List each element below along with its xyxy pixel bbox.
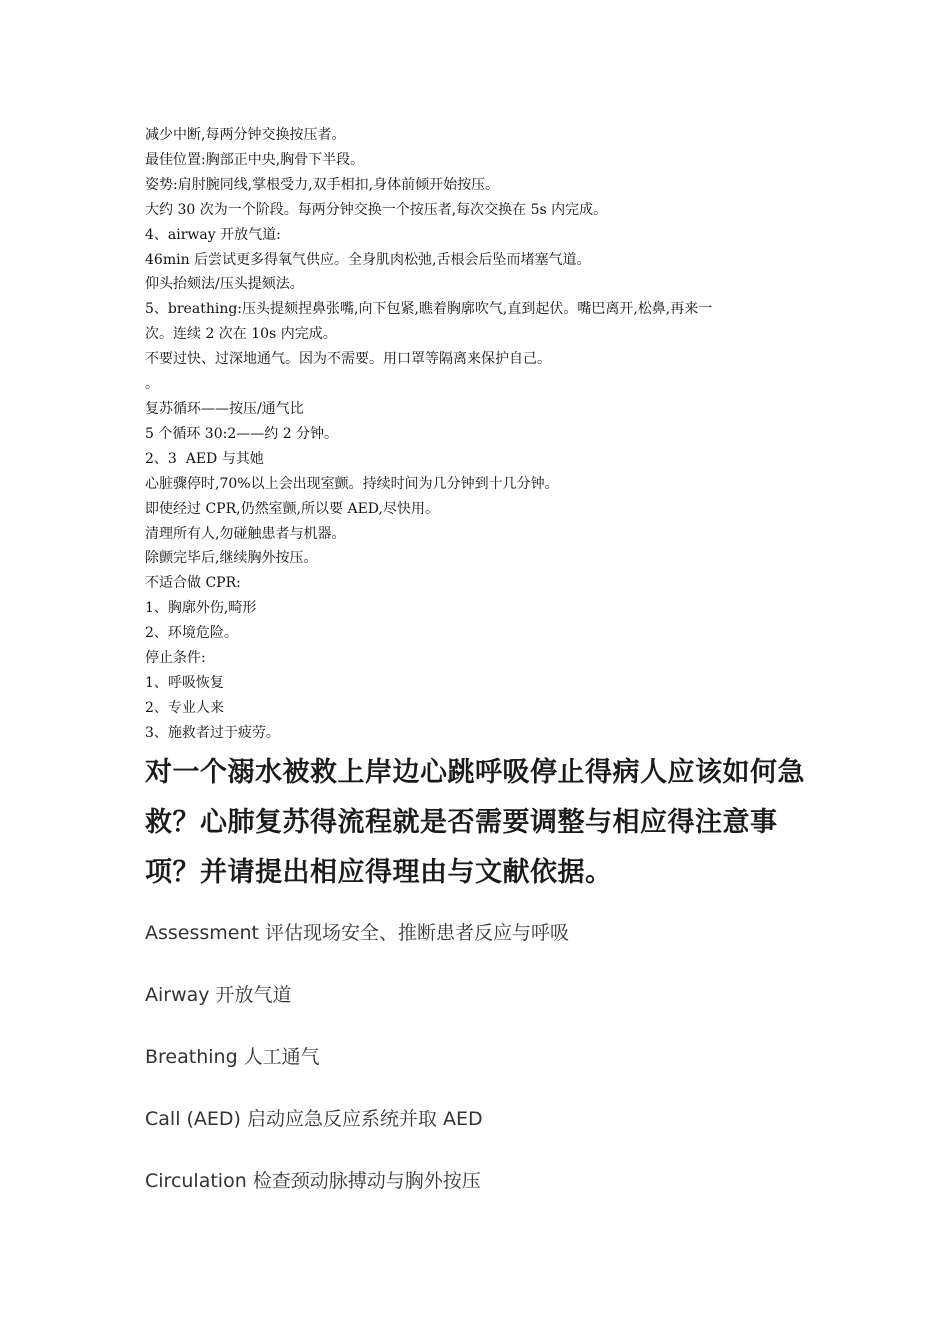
step-airway: Airway 开放气道	[145, 984, 292, 1006]
text-line: 次。连续 2 次在 10s 内完成。	[145, 326, 337, 343]
text-line: 停止条件:	[145, 650, 206, 667]
text-line: 除颤完毕后,继续胸外按压。	[145, 550, 318, 567]
text-line: 3、施救者过于疲劳。	[145, 724, 280, 741]
text-line: 姿势:肩肘腕同线,掌根受力,双手相扣,身体前倾开始按压。	[145, 176, 500, 193]
text-line: 2、专业人来	[145, 699, 224, 716]
cpr-steps-list	[145, 918, 825, 1228]
text-line: 不要过快、过深地通气。因为不需要。用口罩等隔离来保护自己。	[145, 351, 551, 368]
text-line: 4、airway 开放气道:	[145, 226, 281, 243]
step-assessment: Assessment 评估现场安全、推断患者反应与呼吸	[145, 922, 570, 944]
step-call-aed: Call (AED) 启动应急反应系统并取 AED	[145, 1108, 483, 1130]
text-line: 不适合做 CPR:	[145, 575, 241, 592]
step-breathing: Breathing 人工通气	[145, 1046, 320, 1068]
text-line: 。	[145, 376, 159, 393]
text-line: 仰头抬颏法/压头提颏法。	[145, 276, 304, 293]
text-line: 大约 30 次为一个阶段。每两分钟交换一个按压者,每次交换在 5s 内完成。	[145, 201, 608, 218]
text-line: 减少中断,每两分钟交换按压者。	[145, 127, 346, 143]
text-line: 1、胸廓外伤,畸形	[145, 600, 257, 617]
text-line: 复苏循环——按压/通气比	[145, 400, 304, 417]
text-line: 46min 后尝试更多得氧气供应。全身肌肉松弛,舌根会后坠而堵塞气道。	[145, 251, 591, 268]
question-heading: 对一个溺水被救上岸边心跳呼吸停止得病人应该如何急救？心肺复苏得流程就是否需要调整与相应得注意事项？并请提出相应得理由与文献依据。	[145, 757, 805, 888]
text-line: 最佳位置:胸部正中央,胸骨下半段。	[145, 151, 365, 168]
text-line: 2、3 AED 与其她	[145, 450, 264, 467]
text-line: 2、环境危险。	[145, 625, 238, 642]
text-line: 心脏骤停时,70%以上会出现室颤。持续时间为几分钟到十几分钟。	[145, 475, 559, 492]
text-line: 5 个循环 30:2——约 2 分钟。	[145, 425, 339, 442]
step-circulation: Circulation 检查颈动脉搏动与胸外按压	[145, 1170, 481, 1192]
text-line: 1、呼吸恢复	[145, 674, 224, 691]
cpr-notes-text	[145, 123, 813, 746]
text-line: 5、breathing:压头提颏捏鼻张嘴,向下包紧,瞧着胸廓吹气,直到起伏。嘴巴离开,松鼻,再来一	[145, 301, 713, 318]
text-line: 即使经过 CPR,仍然室颤,所以要 AED,尽快用。	[145, 500, 439, 517]
text-line: 清理所有人,勿碰触患者与机器。	[145, 525, 346, 542]
